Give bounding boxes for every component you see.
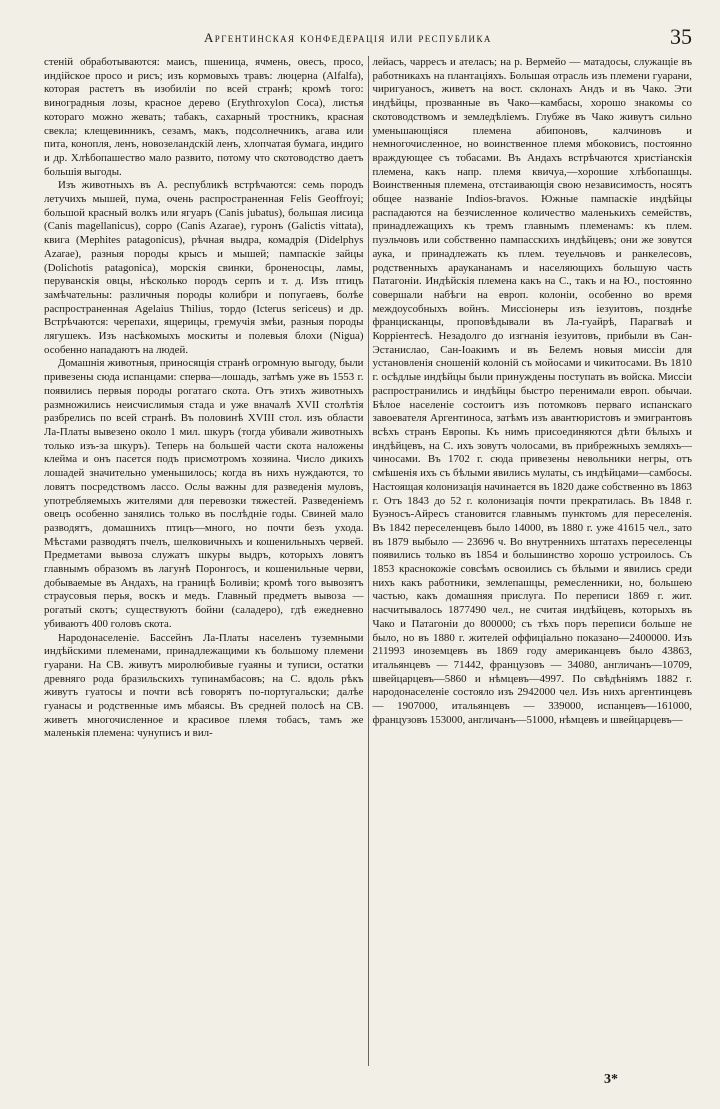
page-number: 35 <box>670 24 692 49</box>
paragraph: стеній обработываются: маисъ, пшеница, ячмень, овесъ, просо, индійское просо и рисъ; изъ кормовыхъ травъ: люцерна (Alfalfa), которая растетъ въ изобиліи по всей странѣ; кромѣ того: виноградныя лозы, красное дерево (Erythroxylon Coca), листья котораго можно жевать; табакъ, сахарный тростникъ, красная свекла; клещевинникъ, сезамъ, макъ, подсолнечникъ, агава или пита, конопля, ленъ, новозеландскій ленъ, хлопчатая бумага, индиго и др. Хлѣбопашество мало развито, потому что скотоводство даетъ большія выгоды. <box>44 56 364 178</box>
printer-signature-mark: 3* <box>604 1072 618 1087</box>
left-column <box>44 56 368 1066</box>
paragraph: лейасъ, чарресъ и ателасъ; на р. Вермейо — матадосы, служащіе въ работникахъ на плантаціяхъ. Большая отрасль изъ племени гуарани, чиригуаносъ, живетъ на вост. склонахъ Андъ и въ Чако. Эти индѣйцы, прозванные въ Чако—камбасы, хорошо знакомы со скотоводствомъ и земледѣліемъ. Глубже въ Чако живутъ сильно уменьшающіяся племена абипоновъ, калчиновъ и немногочисленное, но воинственное племя мбоковисъ, постоянно враждующее съ тобасами. Въ Андахъ встрѣчаются христіанскія племена, какъ напр. племя квичуа,—хорошие хлѣбопашцы. Воинственныя племена, отстаивающія свою независимость, носятъ общее названіе Indios-bravos. Южные пампаскіе индѣйцы распадаются на безчисленное количество маленькихъ семействъ, принадлежащихъ къ тремъ главнымъ племенамъ: къ плем. пуэльчовъ или собственно пампасскихъ индѣйцевъ; они же зовутся аука, и принадлежать къ плем. теуельчовъ и ранкелесовъ, родственныхъ араукананамъ и населяющихъ большую часть Патагоніи. Индѣйскія племена какъ на С., такъ и на Ю., постоянно совершали набѣги на европ. колоніи, особенно во время междоусобныхъ войнъ. Миссіонеры изъ іезуитовъ, позднѣе францисканцы, проповѣдывали въ Ла-гуайрѣ, Парагваѣ и Корріентесѣ. Незадолго до изгнанія іезуитовъ, прибыли въ Сан-Эстанислао, Сан-Іоакимъ и въ Белемъ новыя миссіи для установленія сношеній колоній съ мойосами и чикитосами. Въ 1810 г. осѣдлые индѣйцы были принуждены поступать въ войска. Миссіи распространились и индѣйцы быстро перенимали европ. обычаи. Бѣлое населеніе состоитъ изъ потомковъ перваго испанскаго завоевателя Аргентиноса, затѣмъ изъ авантюристовъ и эмигрантовъ всѣхъ странъ Европы. Къ нимъ присоединяются дѣти бѣлыхъ и индѣйцевъ, на С. ихъ зовутъ чолосами, въ прибрежныхъ земляхъ—чиносами. Въ 1702 г. сюда привезены невольники негры, отъ смѣшенія ихъ съ бѣлыми явились мулаты, съ индѣйцами—самбосы. Настоящая колонизація начинается въ 1820 даже собственно въ 1863 г. Отъ 1843 до 52 г. колонизація почти прекратилась. Въ 1848 г. Буэносъ-Айресъ становится главнымъ пунктомъ для переселенія. Въ 1842 переселенцевъ было 14000, въ 1880 г. уже 41615 чел., зато въ 1879 выбыло — 23696 ч. Во внутреннихъ штатахъ переселенцы появились только въ 1854 и большинство хорошо устроилось. Съ 1853 краснокожіе совсѣмъ освоились съ бѣлыми и явились среди нихъ какъ работники, землепашцы, ремесленники, но, большею частью, какъ домашняя прислуга. По переписи 1869 г. жит. насчитывалось 1877490 чел., не считая индѣйцевъ, которыхъ въ Чако и Патагоніи до 800000; съ тѣхъ поръ переписи больше не было, но въ 1880 г. жителей оффиціально показано—2400000. Изъ 211993 иноземцевъ въ 1869 году американцевъ было 43863, итальянцевъ — 71442, французовъ — 34080, англичанъ—10709, швейцарцевъ—5860 и нѣмцевъ—4997. По свѣдѣніямъ 1882 г. народонаселеніе состояло изъ 2942000 чел. Изъ нихъ аргентинцевъ — 1907000, итальянцевъ — 339000, испанцевъ—161000, французовъ 153000, англичанъ—51000, нѣмцевъ и швейцарцевъ— <box>372 56 692 726</box>
page-header <box>44 24 692 52</box>
paragraph: Домашнія животныя, приносящія странѣ огромную выгоду, были привезены сюда испанцами: сперва—лошадь, затѣмъ уже въ 1553 г. появились первыя породы рогатаго скота. Отъ этихъ животныхъ размножились неисчислимыя стада и уже вначалѣ XVII столѣтія разбрелись по всей странѣ. Въ половинѣ XVIII стол. изъ области Ла-Платы вывезено около 1 мил. шкуръ (тогда убивали животныхъ только изъ-за шкуръ). Теперь на большей части скота наложены клейма и онъ пасется подъ присмотромъ хозяина. Число дикихъ лошадей значительно уменьшилось; когда въ нихъ нуждаются, то ловятъ посредствомъ лассо. Ослы важны для разведенія муловъ, употребляемыхъ жителями для перевозки тяжестей. Разведеніемъ овецъ особенно занялись только въ послѣдніе годы. Свиней мало разводятъ, домашнихъ птицъ—много, но почти безъ ухода. Мѣстами разводятъ пчелъ, шелковичныхъ и кошенильныхъ червей. Предметами вывоза служатъ шкуры выдръ, которыхъ ловятъ главнымъ образомъ въ лагунѣ Поронгосъ, и кошенильные черви, добываемые въ Андахъ, на границѣ Боливіи; кромѣ того вывозятъ страусовыя перья, воскъ и медъ. Главный предметъ вывоза — рогатый скотъ; существуютъ бойни (саладеро), гдѣ ежедневно убиваютъ 400 головъ скота. <box>44 357 364 630</box>
text-columns <box>44 56 692 1066</box>
paragraph: Народонаселеніе. Бассейнъ Ла-Платы населенъ туземными индѣйскими племенами, принадлежащими къ большому племени гуарани. На СВ. живутъ миролюбивые гуаяны и туписи, остатки древняго рода бразильскихъ тупинамбасовъ; на С. вдоль рѣкъ живутъ гуатосы и почти всѣ говорятъ по-португальски; далѣе гуанасы и родственные имъ мбаясы. Въ средней полосѣ на СВ. живетъ многочисленное и красивое племя тобасъ, тамъ же маленькія племена: чунуписъ и вил- <box>44 631 364 740</box>
right-column <box>369 56 693 1066</box>
paragraph: Изъ животныхъ въ А. республикѣ встрѣчаются: семь породъ летучихъ мышей, пума, очень распространенная Felis Geoffroyi; большой красный волкъ или ягуаръ (Canis jubatus), большая лисица (Canis magellanicus), сорро (Canis Azarae), гуронъ (Galictis vittata), квига (Mephites patagonicus), рѣчная выдра, комадрія (Didelphys Azarae), разныя породы крысъ и мышей; пампаскіе зайцы (Dolichotis patagonica), морскія свинки, броненосцы, ламы, перуванскія овцы, нѣсколько породъ серпъ и т. д. Изъ птицъ замѣчательны: различныя породы колибри и попугаевъ, болѣе распространенная Agelaius Thilius, тордо (Icterus sericeus) и др. Встрѣчаются: черепахи, ящерицы, гремучія змѣи, разныя породы лягушекъ. Изъ насѣкомыхъ москиты и полевыя блохи (Nigua) особенно нападаютъ на людей. <box>44 179 364 356</box>
running-title: Аргентинская конфедерація или республика <box>204 30 492 45</box>
